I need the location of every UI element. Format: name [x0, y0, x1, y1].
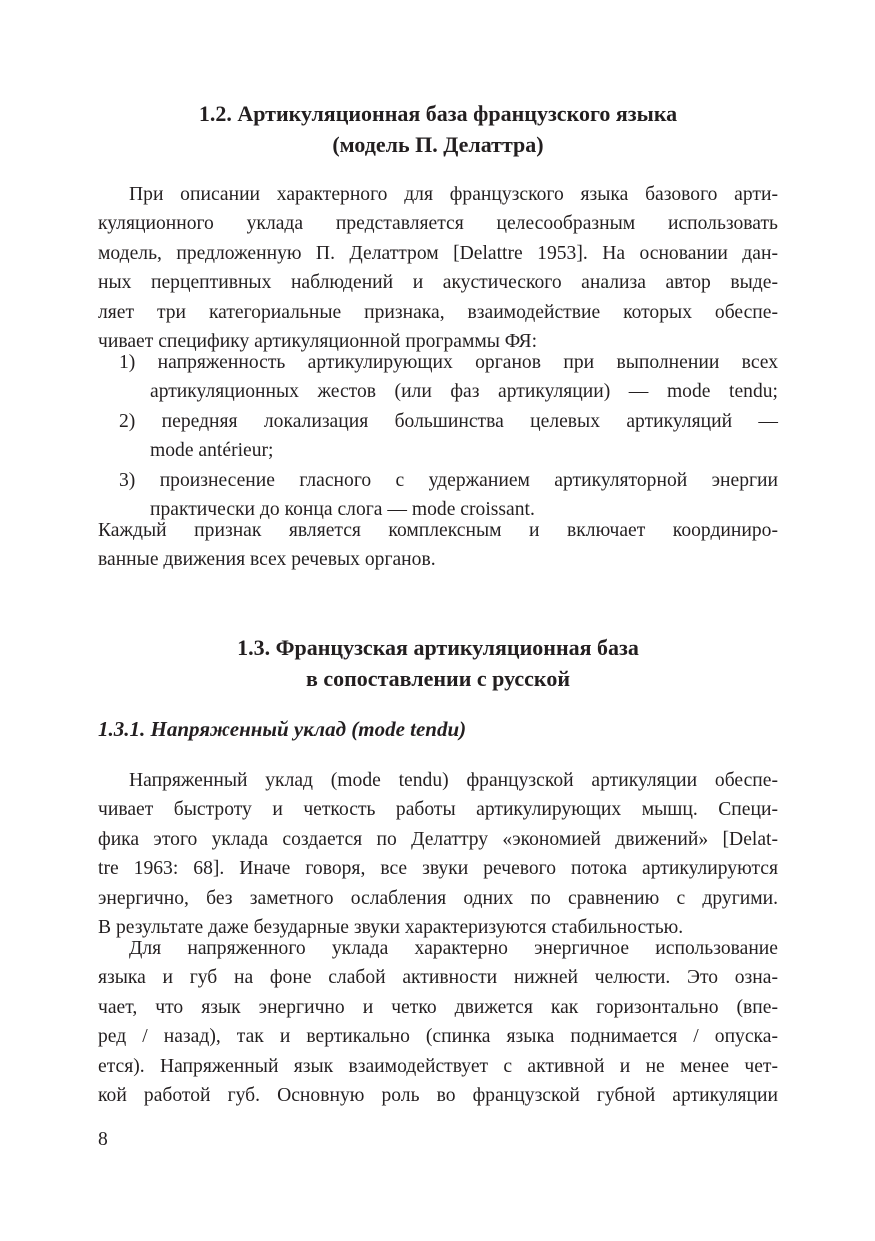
paragraph-line: модель, предложенную П. Делаттром [Delattre 1953]. На основании дан-	[98, 242, 778, 264]
section-1-2-closing-paragraph	[98, 516, 778, 575]
paragraph-line: фика этого уклада создается по Делаттру «экономией движений» [Delat-	[98, 828, 778, 850]
paragraph-line: чивает специфику артикуляционной программы ФЯ:	[98, 331, 538, 353]
list-item-line: практически до конца слога — mode croissant.	[150, 499, 535, 521]
paragraph-line: Напряженный уклад (mode tendu) французской артикуляции обеспе-	[129, 770, 778, 791]
paragraph-line: энергично, без заметного ослабления одних по сравнению с другими.	[98, 887, 778, 909]
section-1-3-title-line1: 1.3. Французская артикуляционная база	[237, 635, 639, 660]
paragraph-line: ется). Напряженный язык взаимодействует с активной и не менее чет-	[98, 1055, 778, 1077]
section-1-3-heading	[98, 632, 778, 694]
list-item	[98, 407, 778, 466]
paragraph-line: куляционного уклада представляется целесообразным использовать	[98, 213, 778, 235]
paragraph-line: языка и губ на фоне слабой активности нижней челюсти. Это озна-	[98, 967, 778, 989]
paragraph-line: ляет три категориальные признака, взаимодействие которых обеспе-	[98, 301, 778, 323]
section-1-2-title-line2: (модель П. Делаттра)	[332, 132, 544, 157]
paragraph-line: При описании характерного для французского языка базового арти-	[129, 184, 778, 205]
list-item	[98, 348, 778, 407]
paragraph-line: В результате даже безударные звуки характеризуются стабильностью.	[98, 917, 684, 939]
paragraph-line: tre 1963: 68]. Иначе говоря, все звуки речевого потока артикулируются	[98, 858, 778, 880]
subsection-1-3-1-heading: 1.3.1. Напряженный уклад (mode tendu)	[98, 717, 467, 741]
list-item-line: 1) напряженность артикулирующих органов при выполнении всех	[119, 352, 778, 373]
page-number: 8	[98, 1129, 108, 1150]
paragraph-line: Каждый признак является комплексным и включает координиро-	[98, 520, 778, 541]
paragraph-line: ванные движения всех речевых органов.	[98, 549, 436, 571]
paragraph-line: чает, что язык энергично и четко движется как горизонтально (впе-	[98, 996, 778, 1018]
section-1-3-title-line2: в сопоставлении с русской	[305, 666, 570, 691]
list-item-line: 3) произнесение гласного с удержанием артикуляторной энергии	[119, 469, 778, 491]
list-item-line: 2) передняя локализация большинства целевых артикуляций —	[119, 410, 778, 432]
paragraph-line: ных перцептивных наблюдений и акустического анализа автор выде-	[98, 272, 778, 294]
section-1-3-paragraph-1	[98, 766, 778, 942]
paragraph-line: чивает быстроту и четкость работы артикулирующих мышц. Специ-	[98, 799, 778, 821]
section-1-2-intro-paragraph	[98, 180, 778, 356]
section-1-2-heading	[98, 98, 778, 160]
list-item-line: артикуляционных жестов (или фаз артикуляции) — mode tendu;	[150, 381, 778, 403]
section-1-3-paragraph-2	[98, 934, 778, 1110]
section-1-2-title-line1: 1.2. Артикуляционная база французского языка	[198, 101, 678, 126]
articulation-features-list	[98, 348, 778, 524]
paragraph-line: Для напряженного уклада характерно энергичное использование	[129, 938, 778, 959]
list-item-line: mode antérieur;	[150, 440, 274, 462]
paragraph-line: кой работой губ. Основную роль во французской губной артикуляции	[98, 1085, 778, 1107]
paragraph-line: ред / назад), так и вертикально (спинка языка поднимается / опуска-	[98, 1026, 778, 1048]
